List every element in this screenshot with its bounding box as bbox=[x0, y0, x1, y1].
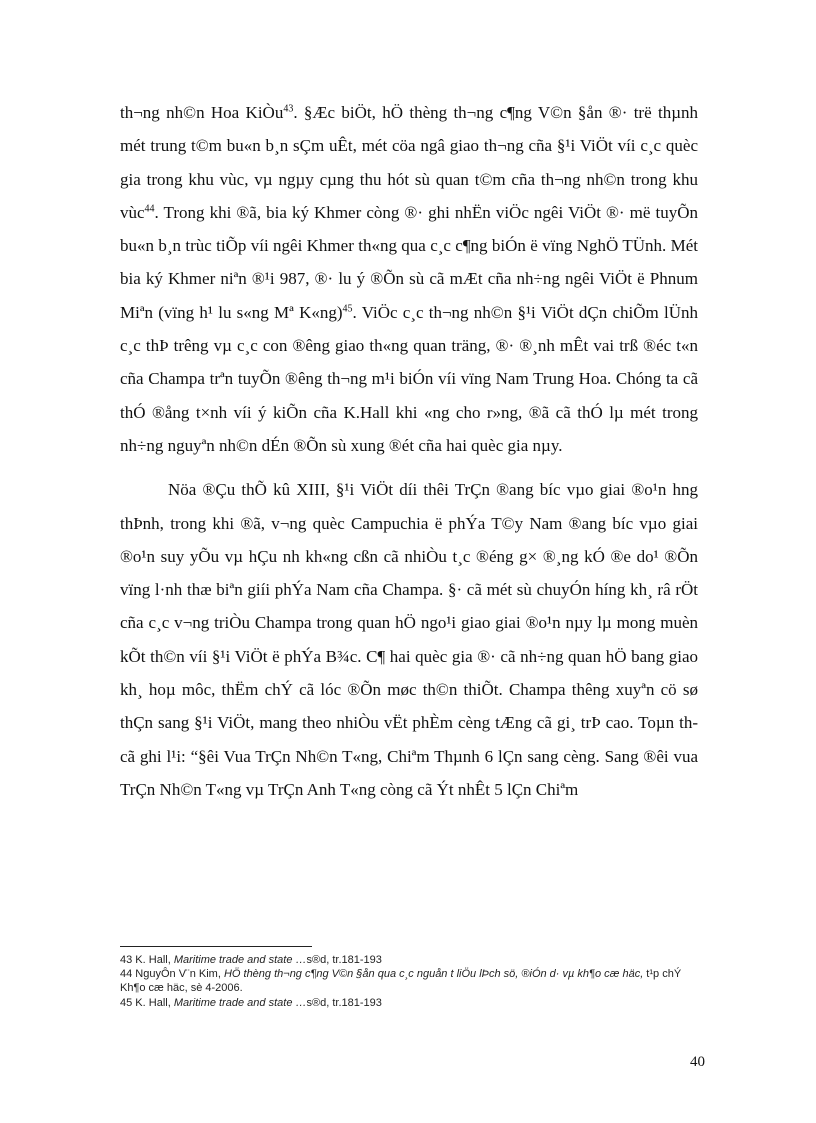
footnote-45 bbox=[120, 996, 698, 1010]
footnote-45-number: 45 bbox=[120, 996, 133, 1009]
footnote-separator bbox=[120, 946, 312, 947]
footnote-44-source: t¹p chÝ Kh¶o cæ häc, sè 4-2006. bbox=[120, 968, 682, 995]
paragraph-1-part-1: th¬ng nh©n Hoa KiÒu bbox=[120, 103, 284, 122]
page-number: 40 bbox=[690, 1054, 705, 1070]
footnote-ref-43[interactable]: 43 bbox=[283, 103, 294, 115]
paragraph-1-part-3: . Trong khi ®ã, bia ký Khmer còng ®· ghi nhËn viÖc ngêi ViÖt ®· më tuyÕn bu«n b¸n trùc tiÕp víi ngêi Khmer th«ng qua c¸c c¶ng biÓn ë vïng NghÖ TÜnh. Mét bia ký Khmer niªn ®¹i 987, ®· lu ý ®Õn sù cã mÆt cña nh÷ng ngêi ViÖt ë Phnum Miªn (vïng h¹ lu s«ng Mª K«ng) bbox=[120, 202, 698, 322]
paragraph-2: Nöa ®Çu thÕ kû XIII, §¹i ViÖt díi thêi TrÇn ®ang bíc vµo giai ®o¹n hng thÞnh, trong khi ®ã, v¬ng quèc Campuchia ë phÝa T©y Nam ®ang bíc vµo giai ®o¹n suy yÕu vµ hÇu nh kh«ng cßn cã nhiÒu t¸c ®éng g× ®¸ng kÓ ®e do¹ ®Õn vïng l·nh thæ biªn giíi phÝa Nam cña Champa. §· cã mét sù chuyÓn híng kh¸ râ rÖt cña c¸c v¬ng triÒu Champa trong quan hÖ ngo¹i giao giai ®o¹n nµy lµ mong muèn kÕt th©n víi §¹i ViÖt ë phÝa B¾c. C¶ hai quèc gia ®· cã nh÷ng quan hÖ bang giao kh¸ hoµ môc, thËm chÝ cã lóc ®Õn møc th©n thiÕt. Champa thêng xuyªn cö sø thÇn sang §¹i ViÖt, mang theo nhiÒu vËt phÈm cèng tÆng cã gi¸ trÞ cao. Toµn th cã ghi l¹i: “§êi Vua TrÇn Nh©n T«ng, Chiªm Thµnh 6 lÇn sang cèng. Sang ®êi vua TrÇn Nh©n T«ng vµ TrÇn Anh T«ng còng cã Ýt nhÊt 5 lÇn Chiªm bbox=[120, 480, 698, 799]
footnote-44-author: NguyÔn V¨n Kim, bbox=[132, 968, 224, 981]
footnote-44-number: 44 bbox=[120, 968, 133, 981]
footnote-ref-45[interactable]: 45 bbox=[342, 303, 353, 315]
footnote-ref-44[interactable]: 44 bbox=[144, 203, 155, 215]
footnote-44-title: HÖ thèng th¬ng c¶ng V©n §ån qua c¸c nguån t liÖu lÞch sö, bbox=[223, 968, 519, 981]
footnote-45-source: s®d, tr.181-193 bbox=[306, 996, 382, 1009]
footnote-45-author: K. Hall, bbox=[132, 996, 174, 1009]
footnote-44-title-cont: ®iÓn d· vµ kh¶o cæ häc, bbox=[521, 968, 644, 981]
paragraph-1-part-4: . ViÖc c¸c th¬ng nh©n §¹i ViÖt dÇn chiÕm lÜnh c¸c thÞ trêng vµ c¸c con ®êng giao th«ng quan träng, ®· ®¸nh mÊt vai trß ®éc t«n cña Champa trªn tuyÕn ®êng th¬ng m¹i biÓn víi vïng Nam Trung Hoa. Chóng ta cã thÓ ®ång t×nh víi ý kiÕn cña K.Hall khi «ng cho r»ng, ®ã cã thÓ lµ mét trong nh÷ng nguyªn nh©n dÉn ®Õn sù xung ®ét cña hai quèc gia nµy. bbox=[120, 302, 698, 455]
footnote-43 bbox=[120, 953, 698, 967]
paragraph-1 bbox=[120, 96, 698, 462]
footnote-45-title: Maritime trade and state … bbox=[173, 996, 307, 1009]
paragraph-1-part-2: . §Æc biÖt, hÖ thèng th¬ng c¶ng V©n §ån ®· trë thµnh mét trung t©m bu«n b¸n sÇm uÊt, mét cöa ngâ giao th¬ng cña §¹i ViÖt víi c¸c quèc gia trong khu vùc, vµ ngµy cµng thu hót sù quan t©m cña th¬ng nh©n trong khu vùc bbox=[120, 103, 698, 222]
footnote-43-author: K. Hall, bbox=[132, 954, 174, 966]
footnotes bbox=[120, 953, 698, 1010]
footnote-43-title: Maritime trade and state … bbox=[173, 954, 307, 966]
footnote-43-source: s®d, tr.181-193 bbox=[306, 954, 382, 966]
body-text bbox=[120, 96, 698, 806]
footnote-43-number: 43 bbox=[120, 954, 133, 966]
footnote-44 bbox=[120, 967, 698, 995]
